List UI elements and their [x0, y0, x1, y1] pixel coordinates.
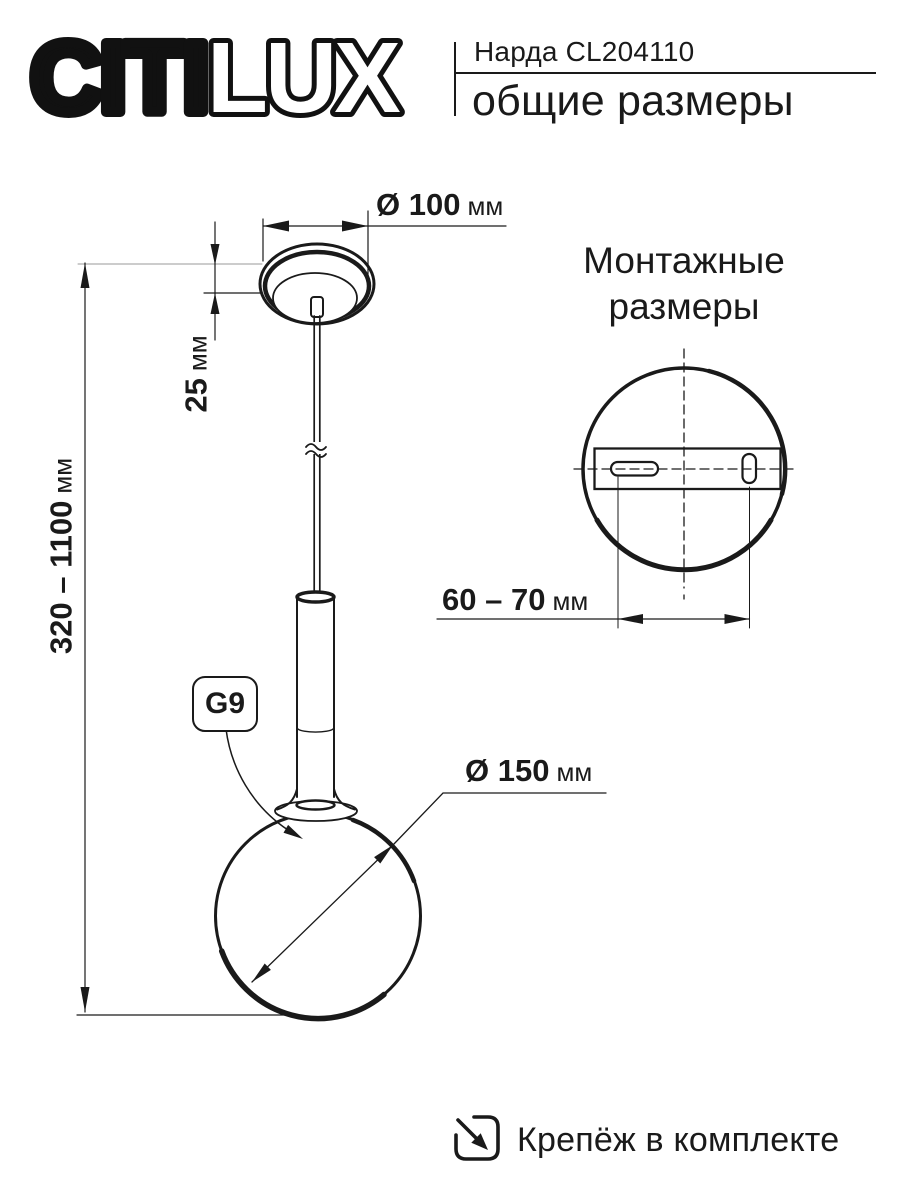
page-subtitle: общие размеры [472, 77, 794, 125]
mounting-title-line2: размеры [608, 286, 760, 327]
sphere-shade [216, 814, 421, 1019]
socket-type-label: G9 [204, 687, 246, 720]
fastener-note: Крепёж в комплекте [517, 1121, 840, 1159]
lamp-holder-tube [275, 592, 357, 821]
canopy-height-label: 25мм [178, 335, 214, 413]
product-title: Нарда CL204110 [474, 36, 695, 67]
logo-outline-text: LUX [206, 22, 398, 134]
mounting-view-drawing [574, 349, 794, 599]
fastener-included-icon [452, 1113, 504, 1165]
canopy-height-dimension [204, 222, 262, 340]
canopy-diameter-label: Ø 100 мм [376, 187, 504, 222]
ceiling-canopy [260, 244, 374, 324]
socket-type-badge [192, 676, 258, 732]
suspension-wire [305, 316, 329, 591]
logo-solid-text: CITI [30, 22, 207, 134]
hole-spacing-label: 60 – 70 мм [442, 582, 589, 617]
mounting-view-title [534, 238, 834, 330]
suspension-height-label: 320 – 1100мм [43, 457, 79, 655]
shade-diameter-label: Ø 150 мм [465, 753, 593, 788]
mounting-title-line1: Монтажные [583, 240, 785, 281]
